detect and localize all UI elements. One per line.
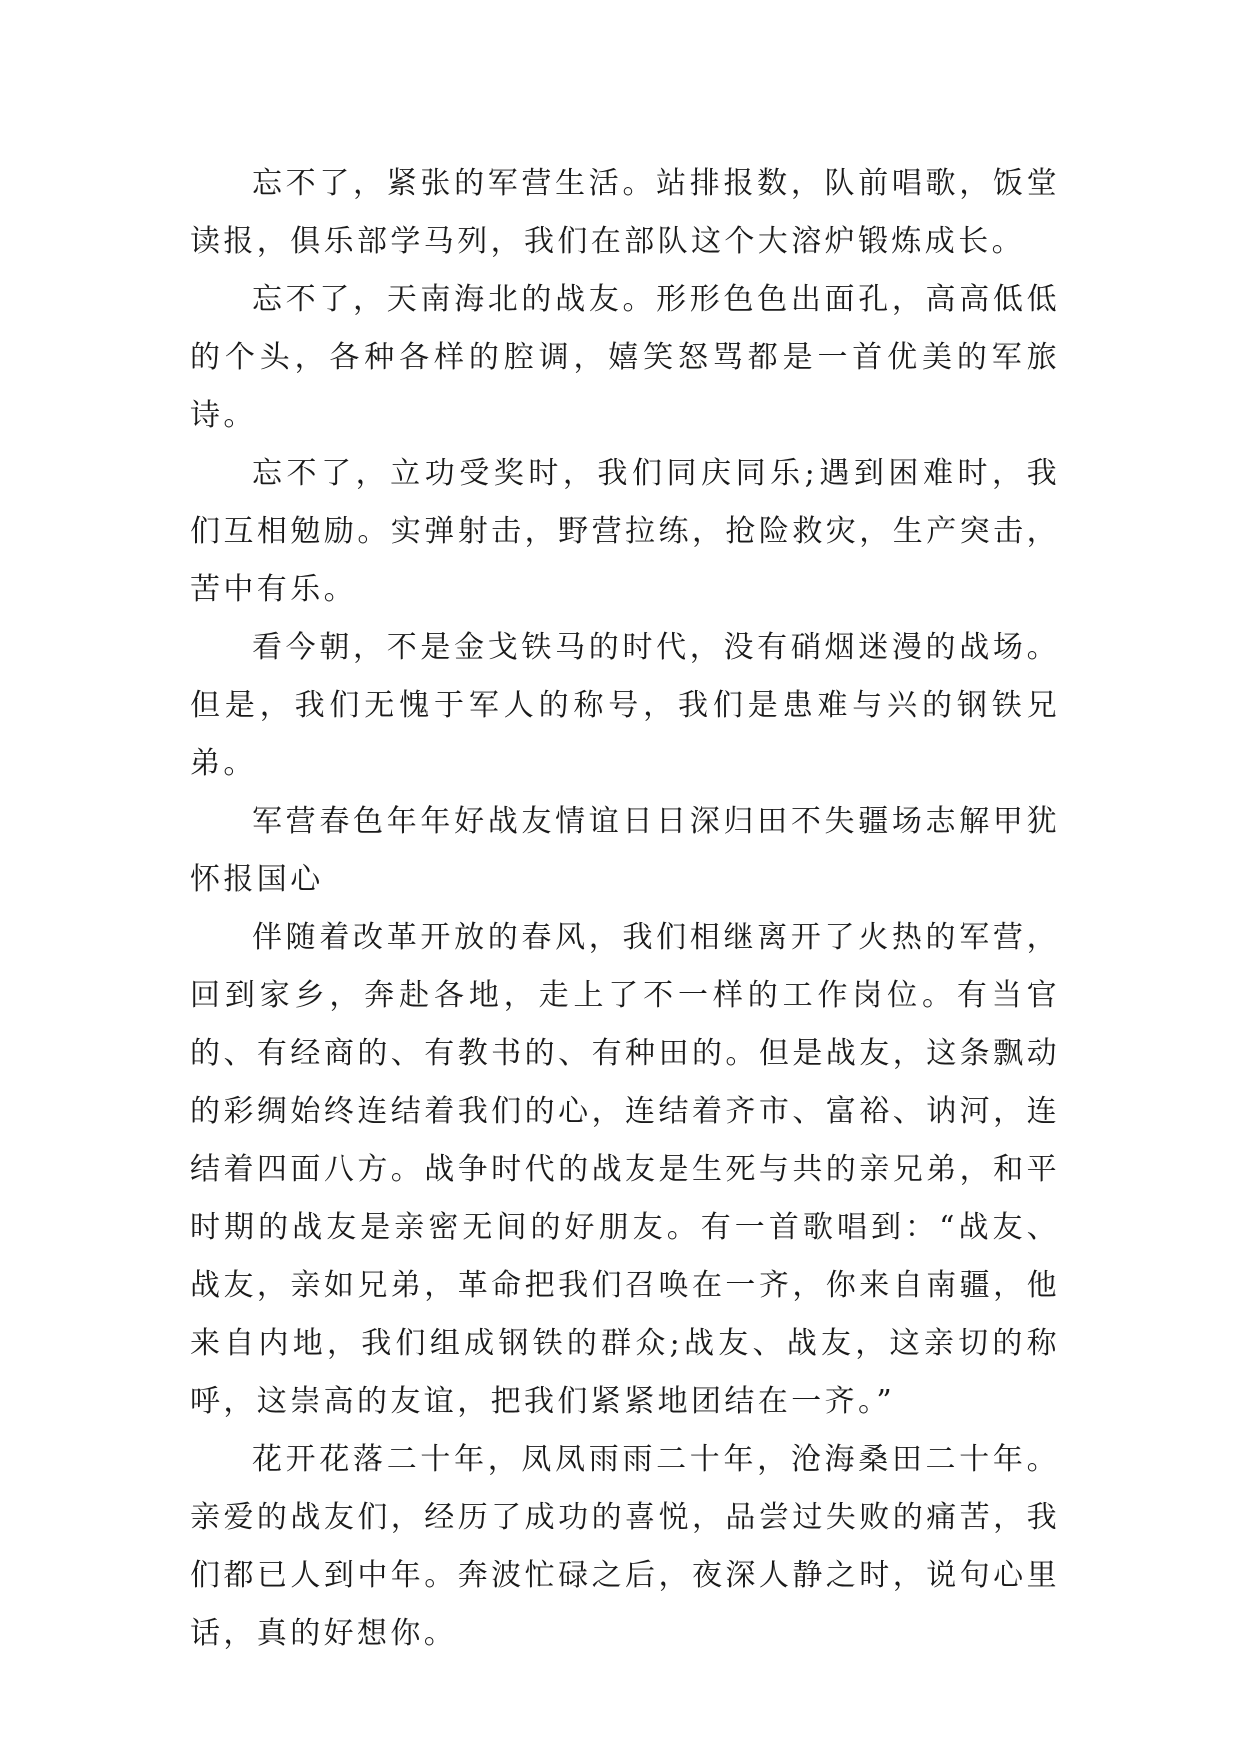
paragraph-1: 忘不了，紧张的军营生活。站排报数，队前唱歌，饭堂读报，俱乐部学马列，我们在部队这个大溶炉锻炼成长。 <box>190 166 1060 259</box>
paragraph-3: 忘不了，立功受奖时，我们同庆同乐;遇到困难时，我们互相勉励。实弹射击，野营拉练，抢险救灾，生产突击，苦中有乐。 <box>190 456 1060 607</box>
paragraph-2: 忘不了，天南海北的战友。形形色色出面孔，高高低低的个头，各种各样的腔调，嬉笑怒骂都是一首优美的军旅诗。 <box>190 282 1060 433</box>
document-body <box>190 155 1060 1663</box>
paragraph-4: 看今朝，不是金戈铁马的时代，没有硝烟迷漫的战场。但是，我们无愧于军人的称号，我们是患难与兴的钢铁兄弟。 <box>190 630 1060 781</box>
paragraph-7: 花开花落二十年，凤凤雨雨二十年，沧海桑田二十年。亲爱的战友们，经历了成功的喜悦，品尝过失败的痛苦，我们都已人到中年。奔波忙碌之后，夜深人静之时，说句心里话，真的好想你。 <box>190 1442 1060 1651</box>
paragraph-5: 军营春色年年好战友情谊日日深归田不失疆场志解甲犹怀报国心 <box>190 804 1060 897</box>
paragraph-6: 伴随着改革开放的春风，我们相继离开了火热的军营，回到家乡，奔赴各地，走上了不一样的工作岗位。有当官的、有经商的、有教书的、有种田的。但是战友，这条飘动的彩绸始终连结着我们的心，连结着齐市、富裕、讷河，连结着四面八方。战争时代的战友是生死与共的亲兄弟，和平时期的战友是亲密无间的好朋友。有一首歌唱到：“战友、战友，亲如兄弟，革命把我们召唤在一齐，你来自南疆，他来自内地，我们组成钢铁的群众;战友、战友，这亲切的称呼，这崇高的友谊，把我们紧紧地团结在一齐。” <box>190 920 1060 1419</box>
